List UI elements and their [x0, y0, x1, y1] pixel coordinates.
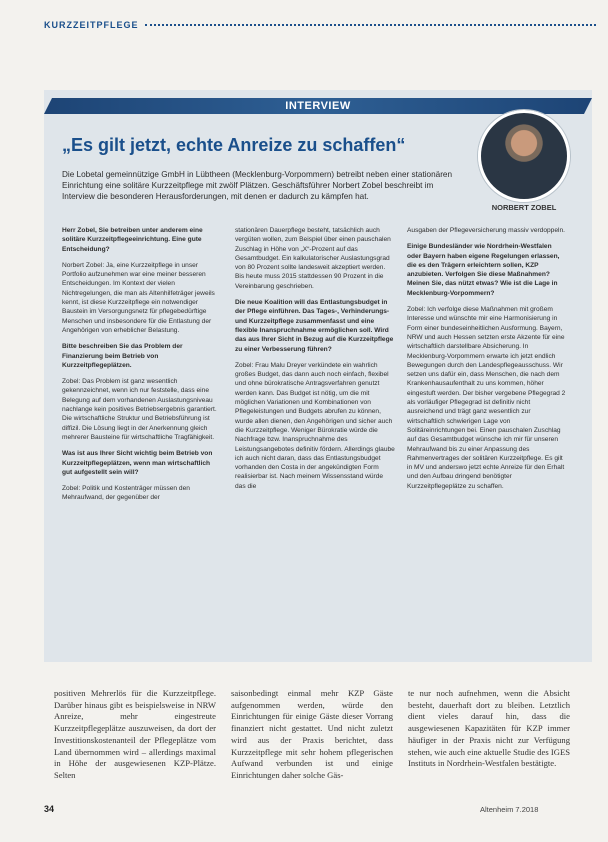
headline: „Es gilt jetzt, echte Anreize zu schaffen“	[62, 135, 406, 155]
paragraph: te nur noch aufnehmen, wenn die Absicht besteht, dauerhaft dort zu bleiben. Letztlich dient vieles darauf hin, dass die ausgewiesenen Kapazitäten für KZP immer häufiger in der Praxis nicht zur Verfügung stehen, wie auch eine aktuelle Studie des IGES Instituts in Nordrhein-Westfalen bestätigte.	[408, 688, 570, 769]
page-number: 34	[44, 804, 55, 814]
interview-banner-label: INTERVIEW	[285, 100, 351, 112]
paragraph: Zobel: Frau Malu Dreyer verkündete ein wahrlich großes Budget, das dann auch noch einfach, flexibel und ohne bürokratische Antragsverfahren genutzt werden kann. Das Budget ist nötig, um die mit möglichen Variationen und Kombinationen von Pflegeleistungen und Budgets abrufen zu können, wurde allen dienen, den Angehörigen und sicher auch die Kurzzeitpflege. Weniger Bürokratie würde die Nachfrage bzw. Inanspruchnahme des Leistungsangebotes definitiv fördern. Allerdings glaube ich auch nicht daran, dass das Entlastungsbudget vorhanden den Costa in der angekündigten Form realisierbar ist. Nach meinem Wissensstand würde das die	[235, 361, 395, 490]
paragraph: Einige Bundesländer wie Nordrhein-Westfalen oder Bayern haben eigene Regelungen erlassen, die es den Trägern erleichtern sollen, KZP anzubieten. Verfolgen Sie diese Maßnahmen? Meinen Sie, das nützt etwas? Wie ist die Lage in Mecklenburg-Vorpommern?	[407, 243, 560, 297]
paragraph: Herr Zobel, Sie betreiben unter anderem eine solitäre Kurzzeitpflegeeinrichtung. Eine gute Entscheidung?	[62, 227, 203, 253]
journal-footer: Altenheim 7.2018	[480, 805, 539, 814]
paragraph: Was ist aus Ihrer Sicht wichtig beim Betrieb von Kurzzeitpflegeplätzen, wenn man wirtschaftlich gut aufgestellt sein will?	[62, 450, 213, 476]
paragraph: Zobel: Politik und Kostenträger müssen den Mehraufwand, der gegenüber der	[62, 485, 190, 502]
paragraph: Bitte beschreiben Sie das Problem der Finanzierung beim Betrieb von Kurzzeitpflegeplätzen.	[62, 343, 183, 369]
paragraph: Zobel: Ich verfolge diese Maßnahmen mit großem Interesse und wünschte mir eine Harmonisierung in Form einer bundeseinheitlichen Ausformung. Bayern, NRW und auch Hessen setzten erste Akzente für eine wirtschaftlich darstellbare Absicherung. In Mecklenburg-Vorpommern erwarte ich jetzt endlich Bewegungen durch den Landespflegeausschuss. Wir setzen uns dafür ein, dass Menschen, die nach dem Krankenhausaufenthalt zu uns kommen, höher eingestuft werden. Der bisher vergebene Pflegegrad 2 als vorläufiger Pflegegrad ist definitiv nicht ausreichend und trägt ganz wesentlich zur wirtschaftlich schwierigen Lage von Solitäreinrichtungen bei. Einen pauschalen Zuschlag auf das Gesamtbudget wünsche ich mir für unseren Mehraufwand bis zu einer Anpassung des Rahmenvertrages der solitären Kurzzeitpflege. Es gilt in MV und anderswo jetzt echte Anreize für den Erhalt und den Aufbau dringend benötigter Kurzzeitpflegeplätze zu schaffen.	[407, 306, 566, 490]
paragraph: saisonbedingt einmal mehr KZP Gäste aufgenommen werden, würde den Einrichtungen für einige Gäste dieser Vorrang finanziert nicht gestattet. Und nicht zuletzt wird aus der Praxis berichtet, dass Kurzzeitpflege mit sehr hohem pflegerischen Aufwand verbunden ist und einige Einrichtungen daher solche Gäs-	[231, 688, 393, 780]
lead-paragraph: Die Lobetal gemeinnützige GmbH in Lübtheen (Mecklenburg-Vorpommern) betreibt neben einer stationären Einrichtung eine solitäre Kurzzeitpflege mit zwölf Plätzen. Geschäftsführer Norbert Zobel beschreibt im Interview die besonderen Herausforderungen, mit denen er dadurch zu kämpfen hat.	[62, 170, 453, 202]
paragraph: Ausgaben der Pflegeversicherung massiv verdoppeln.	[407, 227, 565, 234]
paragraph: positiven Mehrerlös für die Kurzzeitpflege. Darüber hinaus gibt es beispielsweise in NRW Anreize, mehr eingestreute Kurzzeitpflegeplätze auszuweisen, da dort der Investitionskostenanteil der Pflegeplätze vom Land übernommen wird – allerdings maximal in Höhe der ausgewiesenen KZP-Plätze. Selten	[54, 688, 216, 780]
paragraph: Die neue Koalition will das Entlastungsbudget in der Pflege einführen. Das Tages-, Verhinderungs- und Kurzzeitpflege zusammenfasst und eine flexible Inanspruchnahme ermöglichen soll. Wird das aus Ihrer Sicht in Bezug auf die Kurzzeitpflege zu einer Verbesserung führen?	[235, 299, 394, 353]
paragraph: Norbert Zobel: Ja, eine Kurzzeitpflege in unser Portfolio aufzunehmen war eine meiner besseren Entscheidungen. Im Kontext der vielen Nichtregelungen, die man als Altenhilfeträger jeweils kennt, ist diese Kurzzeitpflege ein notwendiger Baustein im Versorgungsnetz für pflegebedürftige Menschen und insbesondere für die Entlastung der Angehörigen von erheblicher Belastung.	[62, 261, 215, 334]
portrait-photo	[478, 110, 570, 202]
paragraph: Zobel: Das Problem ist ganz wesentlich gekennzeichnet, wenn ich nur feststelle, dass eine Belegung auf dem vorhandenen Auslastungsniveau nachlange kein positives Betriebsergebnis garantiert. Die wirtschaftliche Struktur und Betriebsführung ist diffizil. Die Lösung liegt in der Anerkennung gleich mehrerer Bausteine für wirtschaftliche Tragfähigkeit.	[62, 378, 217, 441]
interview-column-1	[62, 226, 222, 510]
paragraph: stationären Dauerpflege besteht, tatsächlich auch vergüten wollen, zum Beispiel über einen pauschalen Zuschlag in Höhe von „X“-Prozent auf das Gesamtbudget. Ein kalkulatorischer Auslastungsgrad von 80 Prozent sollte landesweit akzeptiert werden. Bis heute muss 2015 stattdessen 90 Prozent in die Vereinbarung geschrieben.	[235, 227, 391, 290]
body-column-1	[54, 688, 216, 782]
body-column-2	[231, 688, 393, 782]
interview-column-2	[235, 226, 395, 498]
portrait-caption: NORBERT ZOBEL	[491, 203, 557, 212]
body-column-3	[408, 688, 570, 770]
section-label: KURZZEITPFLEGE	[44, 20, 139, 30]
interview-column-3	[407, 226, 567, 498]
section-header	[44, 18, 596, 32]
dotted-rule	[145, 24, 597, 26]
